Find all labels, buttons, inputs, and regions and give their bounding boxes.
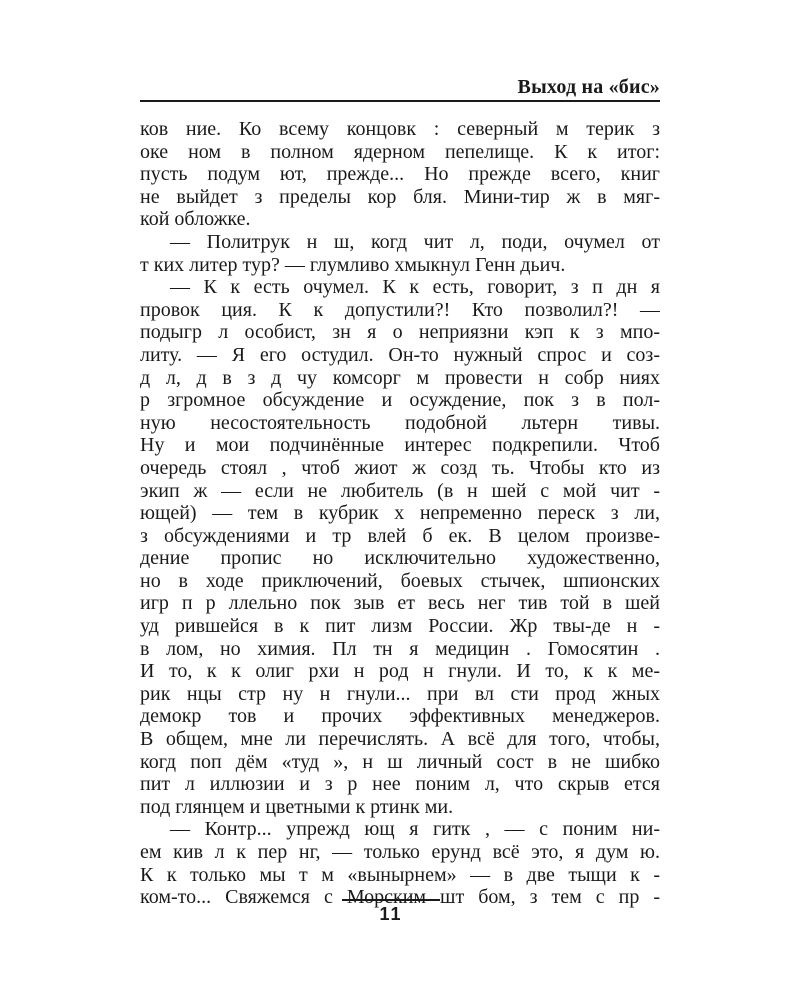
text-line: оке ном в полном ядерном пепелище. К к итог: [140, 140, 660, 163]
header-rule [140, 100, 660, 102]
text-line: кой обложке. [140, 208, 251, 231]
text-line: И то, к к олиг рхи н род н гнули. И то, к к ме- [140, 660, 660, 683]
text-line: ем кив л к пер нг, — только ерунд всё это, я дум ю. [140, 841, 660, 863]
text-line: под глянцем и цветными к ртинк ми. [140, 795, 454, 818]
text-line: т ких литер тур? — глумливо хмыкнул Генн дьич. [140, 253, 566, 276]
text-line: — Контр... упрежд ющ я гитк , — с поним ни- [170, 818, 660, 841]
text-line: демокр тов и прочих эффективных менеджеров. [140, 705, 660, 728]
text-line: Ну и мои подчинённые интерес подкрепили. Чтоб [140, 434, 660, 457]
text-line: ющей) — тем в кубрик х непременно переск з ли, [140, 502, 660, 525]
text-line: ную несостоятельность подобной льтерн тивы. [140, 411, 660, 434]
text-line: — Политрук н ш, когд чит л, поди, очумел от [170, 230, 660, 253]
page-number: 11 [379, 904, 403, 924]
text-line: р згромное обсуждение и осуждение, пок з в пол- [140, 389, 660, 412]
body-text [140, 118, 660, 909]
text-line: подыгр л особист, зн я о неприязни кэп к з мпо- [140, 321, 660, 344]
text-line: уд рившейся в к пит лизм России. Жр твы-де н - [140, 615, 660, 638]
text-line: но в ходе приключений, боевых стычек, шпионских [140, 569, 660, 592]
text-line: ков ние. Ко всему концовк : северный м терик з [140, 118, 660, 140]
text-line: очередь стоял , чтоб жиот ж созд ть. Чтобы кто из [140, 456, 660, 479]
text-line: з обсуждениями и тр влей б ек. В целом произве- [140, 524, 660, 547]
text-line: рик нцы стр ну н гнули... при вл сти прод жных [140, 682, 660, 705]
text-line: — К к есть очумел. К к есть, говорит, з п дн я [170, 276, 660, 299]
text-line: провок ция. К к допустили?! Кто позволил?! — [140, 298, 660, 321]
text-line: В общем, мне ли перечислять. А всё для того, чтобы, [140, 728, 660, 751]
text-line: К к только мы т м «вынырнем» — в две тыщи к - [140, 863, 660, 886]
text-line: дение пропис но исключительно художественно, [140, 547, 660, 570]
text-line: экип ж — если не любитель (в н шей с мой чит - [140, 479, 660, 502]
text-line: пит л иллюзии и з р нее поним л, что скрыв ется [140, 773, 660, 796]
text-line: игр п р ллельно пок зыв ет весь нег тив той в шей [140, 592, 660, 615]
text-line: ком-то... Свяжемся с Морским шт бом, з тем с пр - [140, 886, 660, 909]
text-line: когд поп дём «туд », н ш личный сост в не шибко [140, 750, 660, 773]
text-line: не выйдет з пределы кор бля. Мини-тир ж в мяг- [140, 185, 660, 208]
text-line: пусть подум ют, прежде... Но прежде всего, книг [140, 163, 660, 186]
text-line: литу. — Я его остудил. Он-то нужный спрос и соз- [140, 343, 660, 366]
running-title: Выход на «бис» [517, 76, 660, 98]
footer-rule [342, 899, 440, 901]
text-line: д л, д в з д чу комсорг м провести н собр ниях [140, 366, 660, 389]
text-line: в лом, но химия. Пл тн я медицин . Гомосятин . [140, 637, 660, 660]
